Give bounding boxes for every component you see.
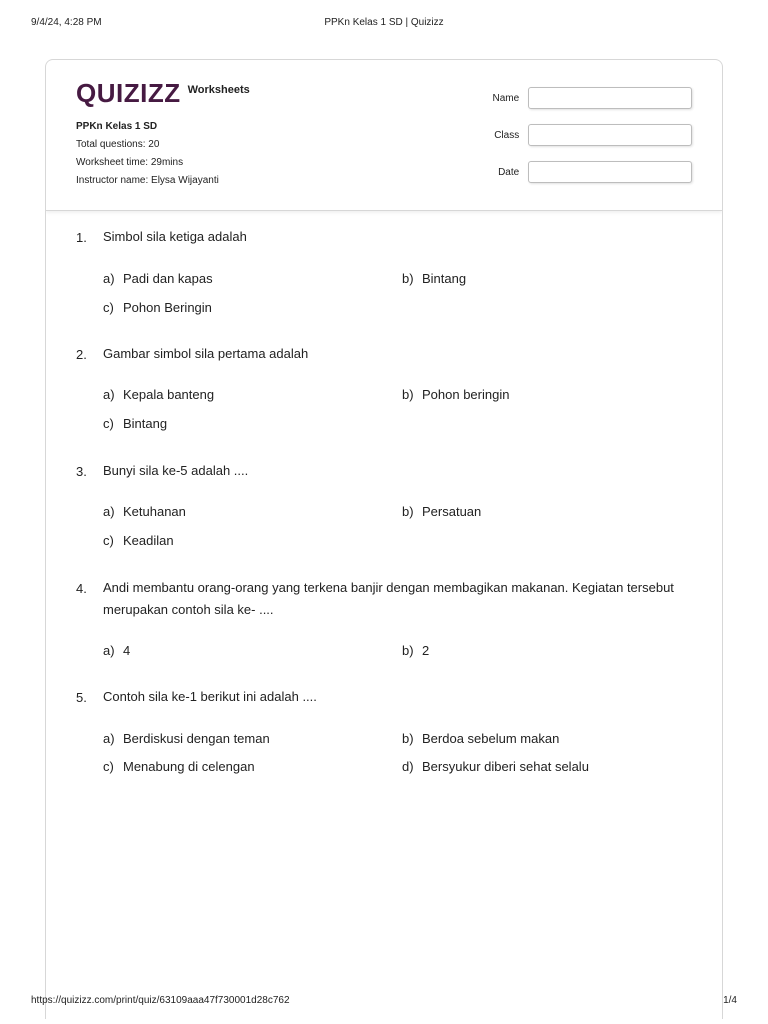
print-header (0, 17, 768, 31)
worksheet-title: PPKn Kelas 1 SD (76, 121, 158, 132)
worksheet-time: Worksheet time: 29mins (76, 157, 184, 168)
answer-option: b) Pohon beringin (402, 387, 510, 402)
quizizz-logo: QUIZIZZ (76, 78, 181, 108)
brand (76, 80, 250, 106)
answer-option: a) Kepala banteng (103, 387, 215, 402)
worksheet-header (46, 60, 722, 211)
logo-subtitle: Worksheets (187, 84, 250, 96)
answer-option: b) Berdoa sebelum makan (402, 731, 560, 746)
page-number: 1/4 (723, 995, 737, 1006)
answer-option: c) Keadilan (103, 533, 174, 548)
answer-option: b) 2 (402, 643, 430, 658)
date-input[interactable] (528, 161, 692, 183)
print-timestamp: 9/4/24, 4:28 PM (31, 17, 102, 28)
print-title: PPKn Kelas 1 SD | Quizizz (324, 17, 444, 28)
question-number: 1. (76, 230, 87, 245)
question-number: 2. (76, 347, 87, 362)
question-number: 3. (76, 464, 87, 479)
class-input[interactable] (528, 124, 692, 146)
question-text: Simbol sila ketiga adalah (103, 229, 247, 244)
question-number: 5. (76, 690, 87, 705)
question-text: Andi membantu orang-orang yang terkena banjir dengan membagikan makanan. Kegiatan tersebut merupakan contoh sila ke- .... (103, 580, 674, 617)
instructor-name: Instructor name: Elysa Wijayanti (76, 175, 219, 186)
answer-option: a) Berdiskusi dengan teman (103, 731, 270, 746)
worksheet-meta (76, 118, 219, 190)
class-field (482, 124, 692, 146)
question-text: Gambar simbol sila pertama adalah (103, 346, 309, 361)
answer-option: c) Pohon Beringin (103, 300, 212, 315)
print-url: https://quizizz.com/print/quiz/63109aaa47f730001d28c762 (31, 995, 290, 1006)
total-questions: Total questions: 20 (76, 139, 160, 150)
date-label: Date (498, 166, 520, 178)
worksheet-card (45, 59, 723, 1019)
question-number: 4. (76, 581, 87, 596)
answer-option: b) Bintang (402, 271, 467, 286)
date-field (482, 161, 692, 183)
name-input[interactable] (528, 87, 692, 109)
name-label: Name (492, 92, 520, 104)
answer-option: d) Bersyukur diberi sehat selalu (402, 759, 589, 774)
name-field (482, 87, 692, 109)
answer-option: c) Bintang (103, 416, 168, 431)
question-text: Bunyi sila ke-5 adalah .... (103, 463, 249, 478)
answer-option: a) Padi dan kapas (103, 271, 213, 286)
class-label: Class (494, 129, 520, 141)
question-text: Contoh sila ke-1 berikut ini adalah .... (103, 689, 317, 704)
answer-option: b) Persatuan (402, 504, 482, 519)
answer-option: a) 4 (103, 643, 131, 658)
answer-option: a) Ketuhanan (103, 504, 186, 519)
answer-option: c) Menabung di celengan (103, 759, 255, 774)
